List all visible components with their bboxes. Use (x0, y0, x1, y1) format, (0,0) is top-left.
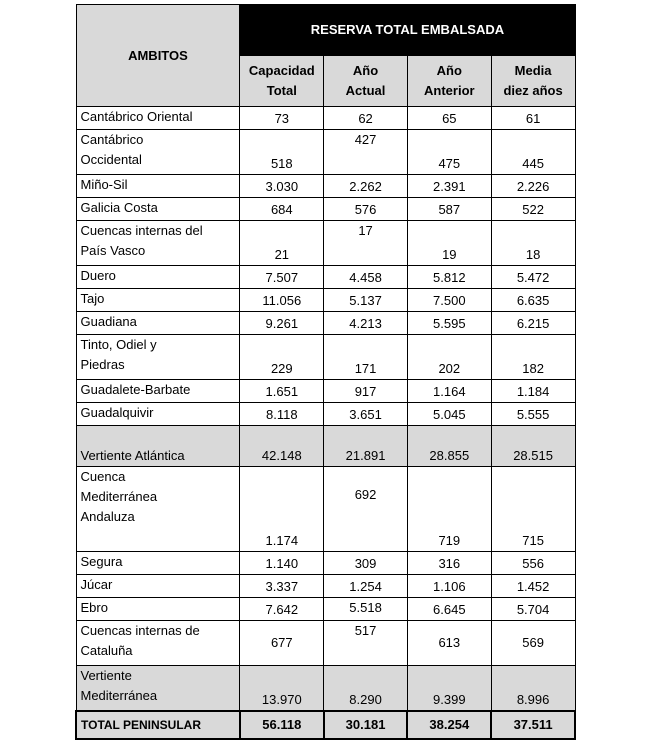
capacidad-total-cell: 229 (240, 335, 324, 380)
ambito-name-line: Cuencas internas de (80, 623, 200, 638)
media-diez-anos-cell: 715 (491, 467, 575, 552)
capacidad-total-cell: 3.030 (240, 175, 324, 198)
ano-actual-cell: 4.458 (324, 266, 408, 289)
ambito-name (76, 130, 240, 175)
media-diez-anos-cell: 522 (491, 198, 575, 221)
media-diez-anos-cell: 6.215 (491, 312, 575, 335)
ambito-name-line: Cantábrico Oriental (80, 109, 193, 124)
media-diez-anos-cell: 6.635 (491, 289, 575, 312)
header-capacidad-total: Capacidad Total (240, 56, 324, 107)
ambito-name (76, 335, 240, 380)
total-label: TOTAL PENINSULAR (76, 711, 240, 739)
ano-anterior-cell: 1.106 (407, 575, 491, 598)
ambito-name-line: Galicia Costa (80, 200, 158, 215)
ambito-name-line: Cuenca (80, 469, 126, 484)
header-reserva-total: RESERVA TOTAL EMBALSADA (240, 5, 575, 56)
table-row (76, 335, 575, 380)
table-row (76, 289, 575, 312)
table-row (76, 130, 575, 175)
ano-actual-cell: 2.262 (324, 175, 408, 198)
ano-actual-cell: 17 (324, 221, 408, 266)
table-row (76, 312, 575, 335)
ambito-name (76, 266, 240, 289)
ano-actual-cell: 171 (324, 335, 408, 380)
capacidad-total-cell: 13.970 (240, 666, 324, 712)
ambito-name-line: Guadiana (80, 314, 137, 329)
table-row (76, 175, 575, 198)
media-diez-anos-cell: 2.226 (491, 175, 575, 198)
ambito-name (76, 552, 240, 575)
ano-actual-cell: 5.518 (324, 598, 408, 621)
capacidad-total-cell: 677 (240, 621, 324, 666)
ano-anterior-cell: 1.164 (407, 380, 491, 403)
ambito-name-line: País Vasco (80, 243, 146, 258)
ambito-name-line: Cantábrico (80, 132, 144, 147)
media-diez-anos-cell: 5.704 (491, 598, 575, 621)
table-row (76, 598, 575, 621)
table-row (76, 221, 575, 266)
media-diez-anos-cell: 569 (491, 621, 575, 666)
media-diez-anos-cell: 556 (491, 552, 575, 575)
ambito-name (76, 175, 240, 198)
ano-actual-cell: 62 (324, 107, 408, 130)
ano-anterior-cell: 6.645 (407, 598, 491, 621)
ano-anterior-cell: 316 (407, 552, 491, 575)
media-diez-anos-cell: 1.184 (491, 380, 575, 403)
media-diez-anos-cell: 1.452 (491, 575, 575, 598)
ano-anterior-cell: 587 (407, 198, 491, 221)
media-diez-anos-cell: 445 (491, 130, 575, 175)
ano-actual-cell: 8.290 (324, 666, 408, 712)
ano-actual-cell: 517 (324, 621, 408, 666)
ambito-name-line: Ebro (80, 600, 108, 615)
capacidad-total-cell: 684 (240, 198, 324, 221)
ambito-name (76, 598, 240, 621)
ambito-name-line: Andaluza (80, 509, 135, 524)
ano-anterior-cell: 19 (407, 221, 491, 266)
media-diez-anos-cell: 61 (491, 107, 575, 130)
ambito-name-line: Júcar (80, 577, 113, 592)
reservoir-table (75, 4, 576, 740)
ano-anterior-cell: 65 (407, 107, 491, 130)
total-row (76, 711, 575, 739)
ano-actual-cell: 576 (324, 198, 408, 221)
ano-actual-cell: 309 (324, 552, 408, 575)
ambito-name (76, 575, 240, 598)
ambito-name (76, 289, 240, 312)
ano-anterior-cell: 7.500 (407, 289, 491, 312)
header-ano-anterior: Año Anterior (407, 56, 491, 107)
table-row (76, 380, 575, 403)
header-media-diez-anos: Media diez años (491, 56, 575, 107)
ambito-name-line: Piedras (80, 357, 125, 372)
ano-actual-cell: 692 (324, 467, 408, 552)
ambito-name-line: Vertiente (80, 668, 132, 683)
table-row (76, 575, 575, 598)
table-row (76, 426, 575, 467)
media-diez-anos-cell: 28.515 (491, 426, 575, 467)
ano-actual-cell: 21.891 (324, 426, 408, 467)
ambito-name (76, 621, 240, 666)
capacidad-total-cell: 8.118 (240, 403, 324, 426)
ano-anterior-cell: 5.812 (407, 266, 491, 289)
ano-actual-cell: 917 (324, 380, 408, 403)
ambito-name-line: Cuencas internas del (80, 223, 203, 238)
ambito-name-line: Cataluña (80, 643, 133, 658)
table-row (76, 552, 575, 575)
capacidad-total-cell: 3.337 (240, 575, 324, 598)
ambito-name (76, 403, 240, 426)
total-value-cell: 37.511 (491, 711, 575, 739)
capacidad-total-cell: 11.056 (240, 289, 324, 312)
ano-anterior-cell: 28.855 (407, 426, 491, 467)
capacidad-total-cell: 1.174 (240, 467, 324, 552)
ambito-name (76, 107, 240, 130)
ambito-name-line: Occidental (80, 152, 142, 167)
ano-anterior-cell: 613 (407, 621, 491, 666)
capacidad-total-cell: 518 (240, 130, 324, 175)
ano-actual-cell: 427 (324, 130, 408, 175)
ano-anterior-cell: 5.595 (407, 312, 491, 335)
table-row (76, 621, 575, 666)
ambito-name-line: Guadalete-Barbate (80, 382, 191, 397)
capacidad-total-cell: 73 (240, 107, 324, 130)
total-value-cell: 38.254 (407, 711, 491, 739)
ano-actual-cell: 1.254 (324, 575, 408, 598)
ambito-name-line: Guadalquivir (80, 405, 154, 420)
ano-anterior-cell: 202 (407, 335, 491, 380)
table-row (76, 266, 575, 289)
ano-anterior-cell: 475 (407, 130, 491, 175)
ano-actual-cell: 3.651 (324, 403, 408, 426)
ambito-name (76, 426, 240, 467)
total-value-cell: 56.118 (240, 711, 324, 739)
media-diez-anos-cell: 18 (491, 221, 575, 266)
ano-anterior-cell: 2.391 (407, 175, 491, 198)
ambito-name (76, 312, 240, 335)
table-row (76, 666, 575, 712)
reservoir-table-sheet (75, 4, 576, 740)
ambito-name-line: Tinto, Odiel y (80, 337, 157, 352)
ambito-name-line: Miño-Sil (80, 177, 128, 192)
ano-anterior-cell: 9.399 (407, 666, 491, 712)
ambito-name (76, 467, 240, 552)
capacidad-total-cell: 7.642 (240, 598, 324, 621)
capacidad-total-cell: 1.651 (240, 380, 324, 403)
ambito-name (76, 380, 240, 403)
media-diez-anos-cell: 182 (491, 335, 575, 380)
header-ano-actual: Año Actual (324, 56, 408, 107)
table-row (76, 467, 575, 552)
ambito-name-line: Segura (80, 554, 123, 569)
ano-actual-cell: 5.137 (324, 289, 408, 312)
ambito-name-line: Tajo (80, 291, 105, 306)
capacidad-total-cell: 42.148 (240, 426, 324, 467)
table-row (76, 107, 575, 130)
capacidad-total-cell: 9.261 (240, 312, 324, 335)
ambito-name-line: Duero (80, 268, 116, 283)
ambito-name (76, 221, 240, 266)
ambito-name (76, 666, 240, 712)
ano-anterior-cell: 719 (407, 467, 491, 552)
ambito-name (76, 198, 240, 221)
media-diez-anos-cell: 5.555 (491, 403, 575, 426)
total-value-cell: 30.181 (324, 711, 408, 739)
ambito-name-line: Vertiente Atlántica (80, 448, 185, 463)
capacidad-total-cell: 21 (240, 221, 324, 266)
capacidad-total-cell: 7.507 (240, 266, 324, 289)
media-diez-anos-cell: 8.996 (491, 666, 575, 712)
ambito-name-line: Mediterránea (80, 489, 158, 504)
table-row (76, 403, 575, 426)
ambito-name-line: Mediterránea (80, 688, 158, 703)
capacidad-total-cell: 1.140 (240, 552, 324, 575)
table-body (76, 107, 575, 740)
table-row (76, 198, 575, 221)
header-ambitos: AMBITOS (76, 5, 240, 107)
ano-anterior-cell: 5.045 (407, 403, 491, 426)
ano-actual-cell: 4.213 (324, 312, 408, 335)
media-diez-anos-cell: 5.472 (491, 266, 575, 289)
